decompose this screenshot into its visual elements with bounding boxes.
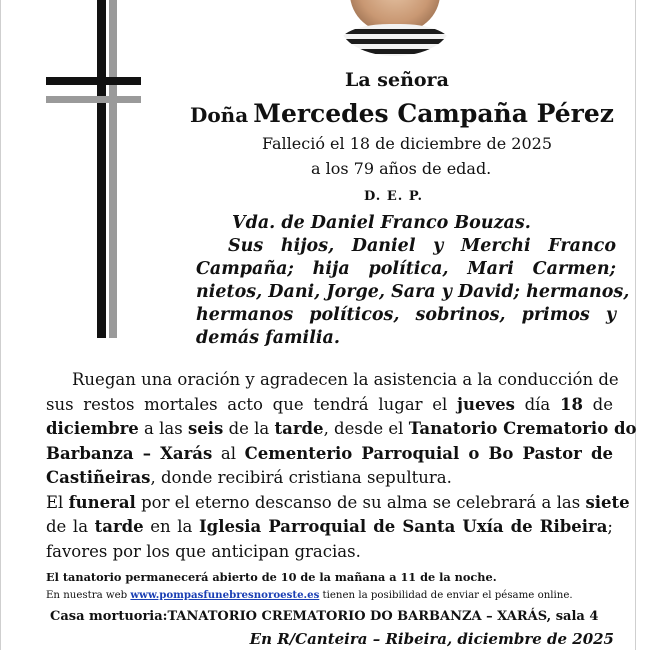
- emphasis-text: siete: [585, 492, 630, 512]
- family-line: Sus hijos, Daniel y Merchi Franco: [228, 236, 616, 256]
- ceremony-paragraph-line: [46, 368, 619, 393]
- emphasis-text: tarde: [94, 517, 144, 536]
- emphasis-text: diciembre: [46, 419, 139, 438]
- text: , donde recibirá cristiana sepultura.: [150, 468, 452, 487]
- text: a las: [138, 419, 188, 438]
- ceremony-text: [46, 368, 637, 564]
- text: favores por los que anticipan gracias.: [46, 541, 361, 561]
- family-line: nietos, Dani, Jorge, Sara y David; hermanos,: [196, 282, 630, 302]
- death-date: Falleció el 18 de diciembre de 2025: [262, 134, 553, 153]
- honorific: Doña: [190, 103, 249, 127]
- rip-text: D. E. P.: [364, 189, 423, 204]
- emphasis-text: tarde: [274, 419, 324, 438]
- age-line: a los 79 años de edad.: [311, 159, 492, 178]
- text: Ruegan una oración y agradecen la asistencia a la conducción de: [72, 370, 619, 389]
- emphasis-text: funeral: [68, 492, 136, 512]
- funeral-paragraph-line: [46, 515, 613, 540]
- family-line: demás familia.: [196, 328, 340, 348]
- text: , desde el: [323, 419, 409, 438]
- text: al: [212, 443, 245, 463]
- text: ;: [607, 517, 613, 536]
- funeral-paragraph-line: [46, 491, 630, 516]
- text: El: [46, 492, 69, 512]
- place-date: En R/Canteira – Ribeira, diciembre de 2025: [249, 630, 614, 648]
- family-block: [196, 212, 630, 350]
- website-link[interactable]: www.pompasfunebresnoroeste.es: [130, 589, 320, 601]
- web-note: [46, 589, 573, 601]
- deceased-photo: [340, 0, 450, 56]
- text: sus restos mortales acto que tendrá lugar el: [46, 394, 458, 414]
- web-note-prefix: En nuestra web: [46, 590, 131, 601]
- ceremony-paragraph-line: [46, 417, 637, 442]
- emphasis-text: 18: [559, 394, 583, 414]
- emphasis-text: Iglesia Parroquial de Santa Uxía de Ribeira: [198, 517, 608, 536]
- emphasis-text: Castiñeiras: [46, 468, 151, 487]
- funeral-home-line: [50, 609, 598, 624]
- family-line: hermanos políticos, sobrinos, primos y: [196, 305, 616, 325]
- opening-hours-note: El tanatorio permanecerá abierto de 10 de la mañana a 11 de la noche.: [46, 570, 497, 584]
- deceased-name: Mercedes Campaña Pérez: [253, 99, 614, 128]
- ceremony-paragraph-line: [46, 393, 613, 418]
- text: en la: [143, 517, 199, 536]
- page-border-left: [0, 0, 1, 650]
- text: de la: [46, 517, 95, 536]
- text: día: [514, 394, 560, 414]
- text: de: [582, 394, 613, 414]
- page-border-right: [635, 0, 636, 650]
- emphasis-text: Tanatorio Crematorio do: [408, 419, 637, 438]
- text: por el eterno descanso de su alma se celebrará a las: [135, 492, 586, 512]
- title-prefix: La señora: [345, 69, 449, 91]
- emphasis-text: Cementerio Parroquial o Bo Pastor de: [244, 443, 613, 463]
- emphasis-text: jueves: [457, 394, 515, 414]
- funeral-home-value: TANATORIO CREMATORIO DO BARBANZA – XARÁS, sala 4: [167, 609, 599, 624]
- ceremony-paragraph-line: [46, 442, 613, 467]
- emphasis-text: Barbanza – Xarás: [46, 443, 213, 463]
- funeral-paragraph-line: [46, 540, 613, 565]
- emphasis-text: seis: [187, 419, 224, 438]
- family-line: Campaña; hija política, Mari Carmen;: [196, 259, 616, 279]
- text: de la: [223, 419, 275, 438]
- family-line: Vda. de Daniel Franco Bouzas.: [232, 213, 531, 233]
- funeral-home-label: Casa mortuoria:: [50, 609, 168, 624]
- deceased-name-line: [190, 99, 614, 128]
- ceremony-paragraph-line: [46, 466, 613, 491]
- web-note-suffix: tienen la posibilidad de enviar el pésame online.: [319, 590, 573, 601]
